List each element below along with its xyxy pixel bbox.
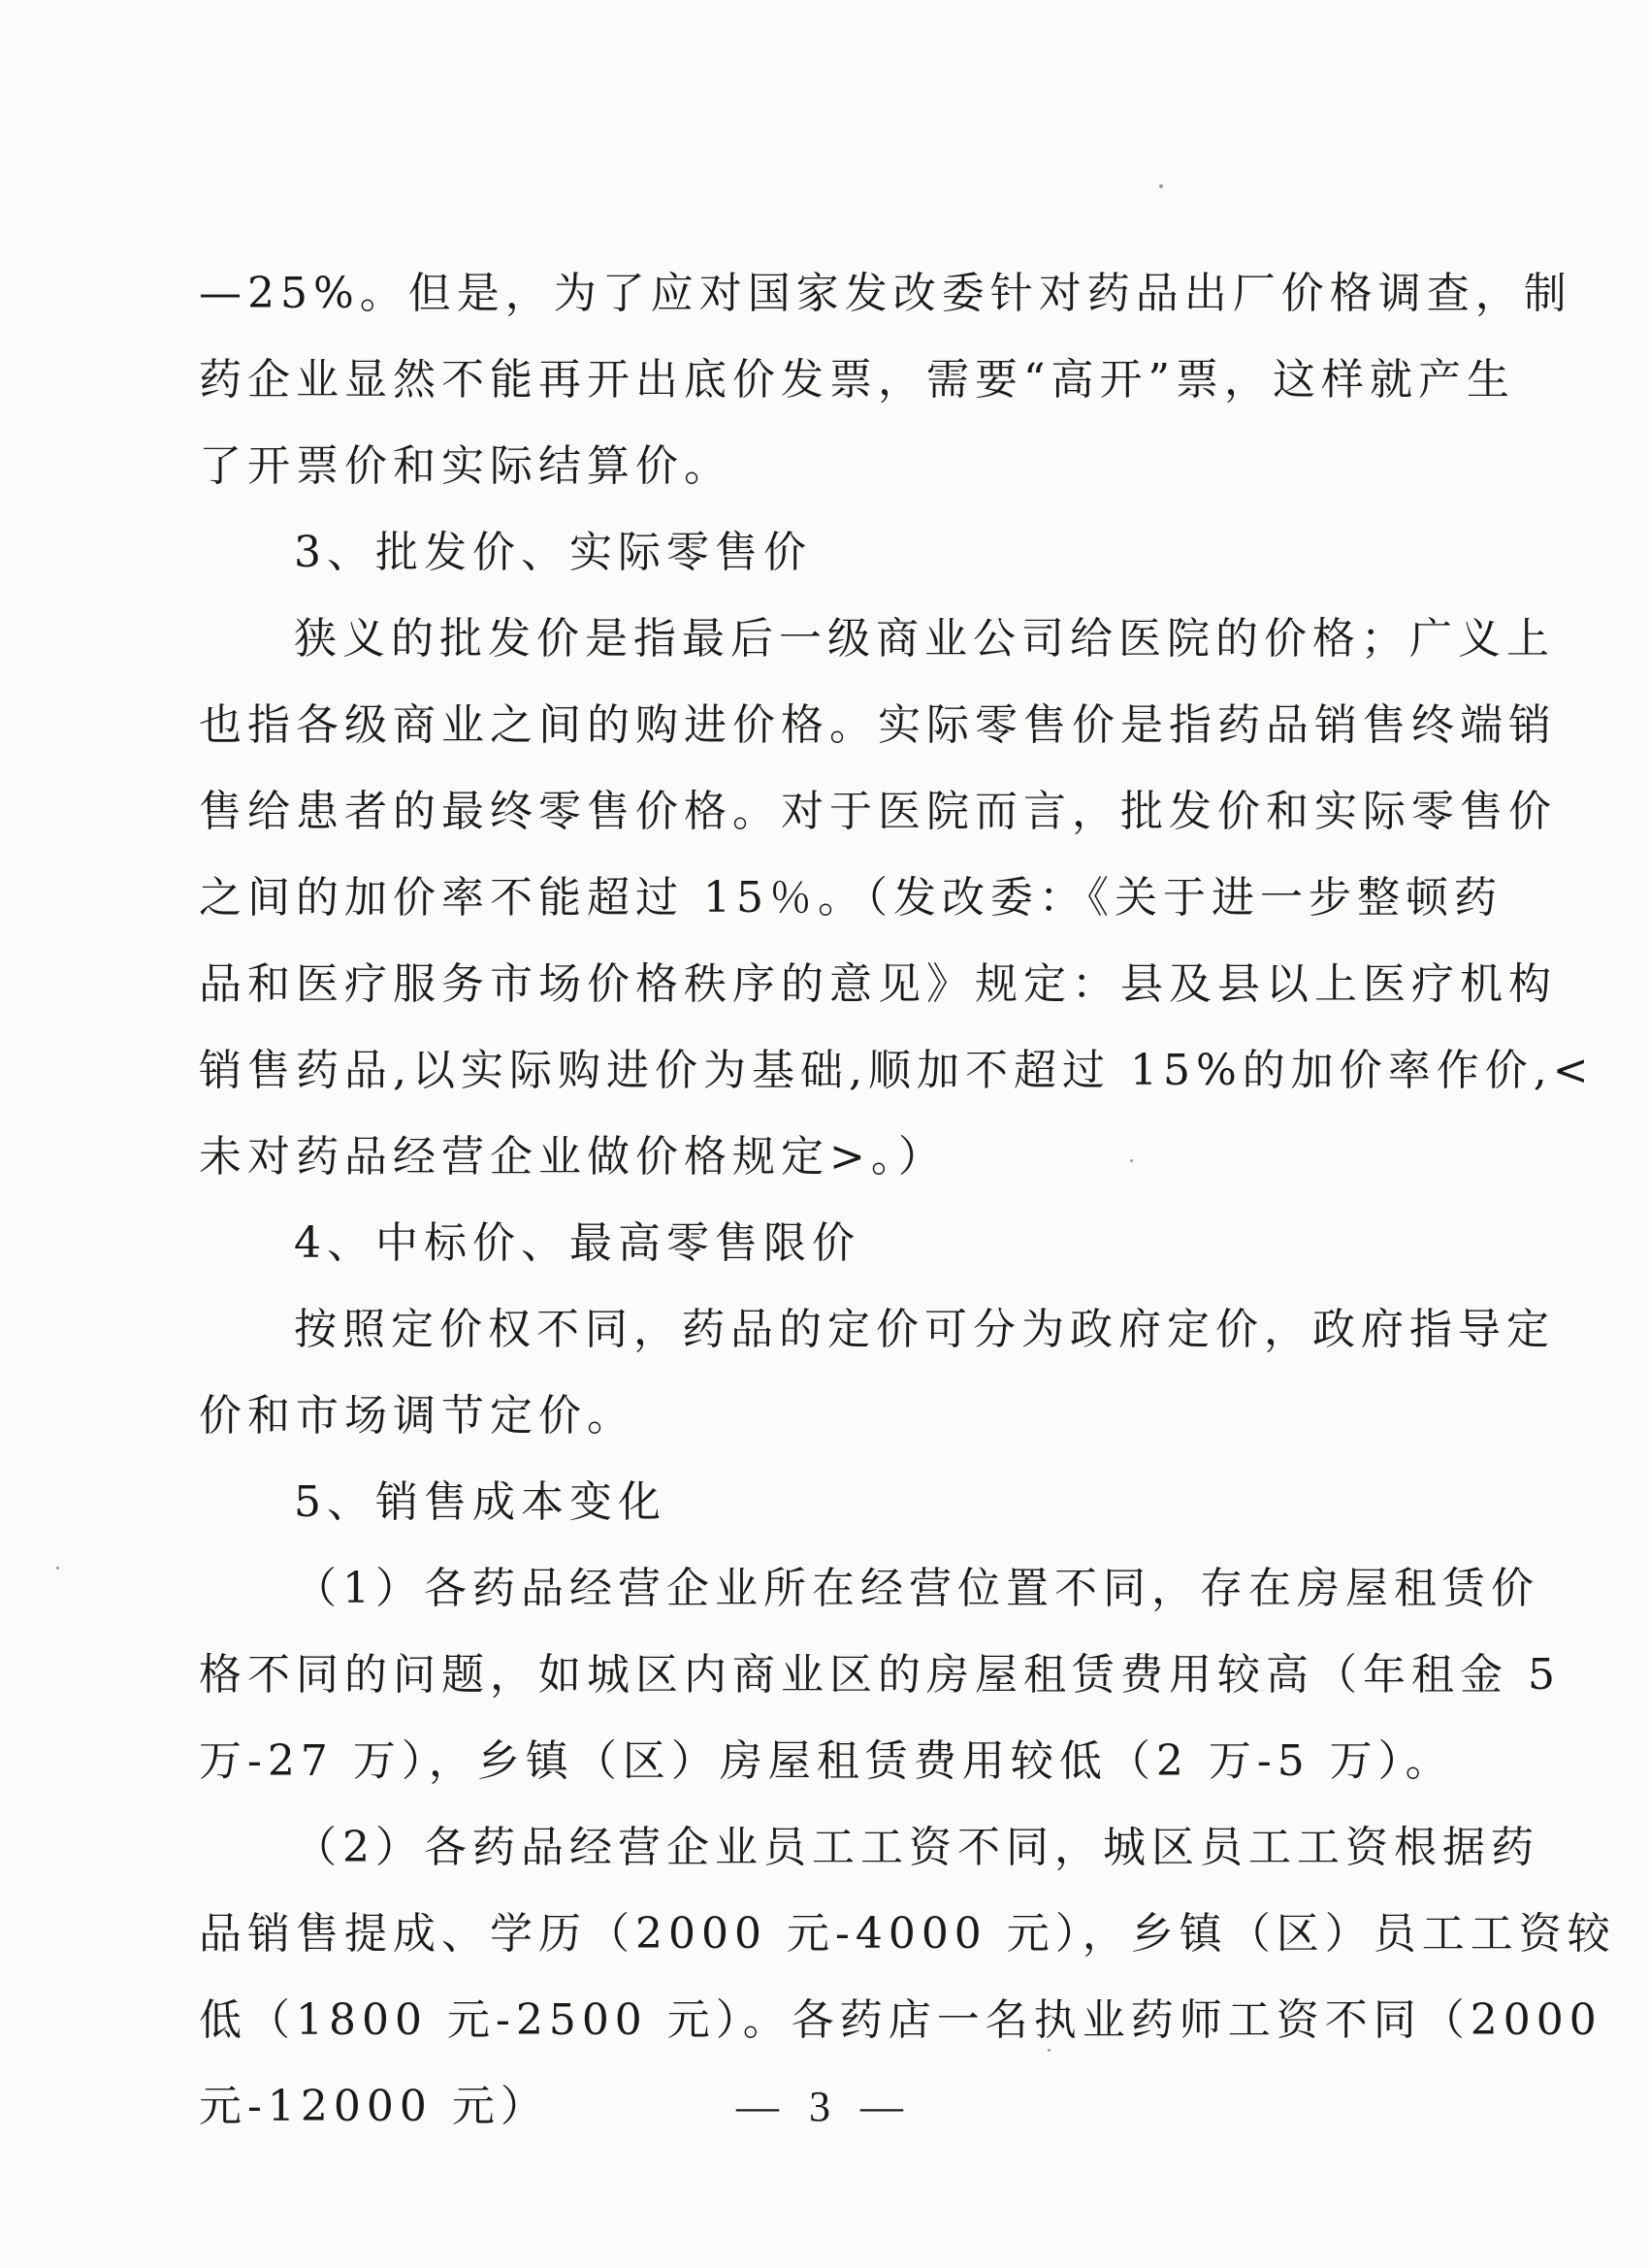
text-line: （1）各药品经营企业所在经营位置不同，存在房屋租赁价	[294, 1564, 1539, 1613]
section-heading-5: 5、销售成本变化	[294, 1477, 666, 1527]
scan-speck	[56, 1567, 59, 1570]
text-line: 元-12000 元）	[199, 2082, 549, 2131]
scan-speck	[1159, 184, 1163, 188]
text-line: 品和医疗服务市场价格秩序的意见》规定：县及县以上医疗机构	[199, 959, 1557, 1009]
text-line: 万-27 万），乡镇（区）房屋租赁费用较低（2 万-5 万）。	[199, 1736, 1454, 1786]
page-number: — 3 —	[736, 2083, 913, 2130]
text-line: 药企业显然不能再开出底价发票，需要“高开”票，这样就产生	[199, 355, 1515, 405]
text-line: 未对药品经营企业做价格规定>。）	[199, 1132, 947, 1182]
text-line: 格不同的问题，如城区内商业区的房屋租赁费用较高（年租金 5	[199, 1650, 1561, 1700]
body-text	[199, 250, 1616, 2150]
text-line: 也指各级商业之间的购进价格。实际零售价是指药品销售终端销	[199, 700, 1557, 750]
text-line: 低（1800 元-2500 元）。各药店一名执业药师工资不同（2000	[199, 1995, 1602, 2045]
text-line: （2）各药品经营企业员工工资不同，城区员工工资根据药	[294, 1823, 1539, 1872]
text-line: 品销售提成、学历（2000 元-4000 元），乡镇（区）员工工资较	[199, 1909, 1616, 1959]
scan-speck	[1048, 2049, 1051, 2052]
text-line: 狭义的批发价是指最后一级商业公司给医院的价格；广义上	[294, 614, 1555, 664]
section-heading-3: 3、批发价、实际零售价	[294, 528, 812, 577]
text-line: —25%。但是，为了应对国家发改委针对药品出厂价格调查，制	[199, 269, 1572, 318]
section-heading-4: 4、中标价、最高零售限价	[294, 1218, 860, 1268]
text-line: 售给患者的最终零售价格。对于医院而言，批发价和实际零售价	[199, 787, 1557, 836]
text-line: 按照定价权不同，药品的定价可分为政府定价，政府指导定	[294, 1305, 1555, 1354]
text-line: 销售药品,以实际购进价为基础,顺加不超过 15%的加价率作价,<	[199, 1046, 1595, 1095]
text-line: 之间的加价率不能超过 15％。（发改委：《关于进一步整顿药	[199, 873, 1503, 923]
text-line: 价和市场调节定价。	[199, 1391, 635, 1441]
text-line: 了开票价和实际结算价。	[199, 441, 732, 491]
scan-speck	[1130, 1159, 1133, 1162]
